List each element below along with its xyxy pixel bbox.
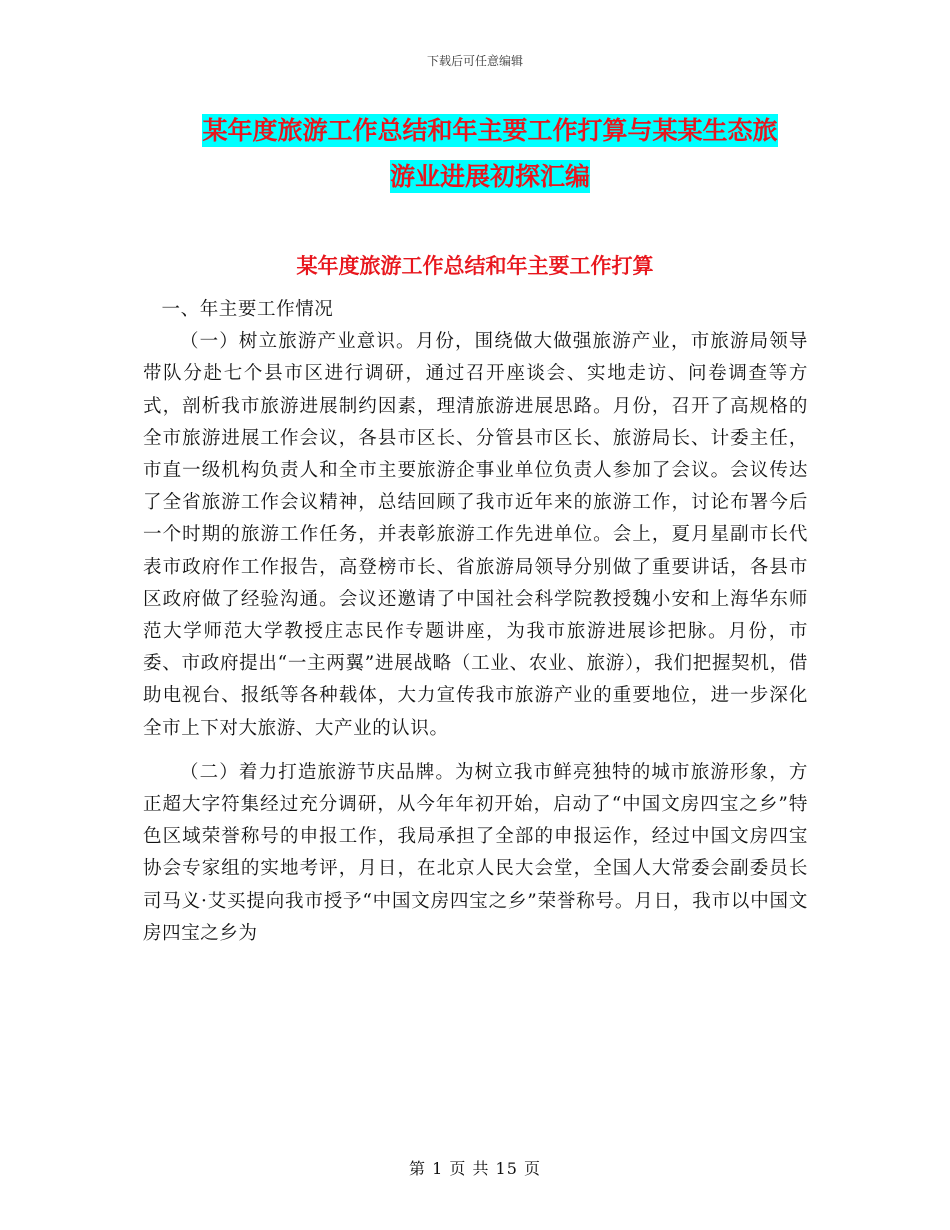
- document-body: [143, 294, 808, 950]
- paragraph: （一）树立旅游产业意识。月份，围绕做大做强旅游产业，市旅游局领导带队分赴七个县市区进行调研，通过召开座谈会、实地走访、问卷调查等方式，剖析我市旅游进展制约因素，理清旅游进展思路。月份，召开了高规格的全市旅游进展工作会议，各县市区长、分管县市区长、旅游局长、计委主任，市直一级机构负责人和全市主要旅游企事业单位负责人参加了会议。会议传达了全省旅游工作会议精神，总结回顾了我市近年来的旅游工作，讨论布署今后一个时期的旅游工作任务，并表彰旅游工作先进单位。会上，夏月星副市长代表市政府作工作报告，高登榜市长、省旅游局领导分别做了重要讲话，各县市区政府做了经验沟通。会议还邀请了中国社会科学院教授魏小安和上海华东师范大学师范大学教授庄志民作专题讲座，为我市旅游进展诊把脉。月份，市委、市政府提出“一主两翼”进展战略（工业、农业、旅游），我们把握契机，借助电视台、报纸等各种载体，大力宣传我市旅游产业的重要地位，进一步深化全市上下对大旅游、大产业的认识。: [143, 331, 808, 739]
- document-title-line2: 游业进展初探汇编: [389, 162, 590, 191]
- section-title: 某年度旅游工作总结和年主要工作打算: [296, 253, 654, 278]
- page-footer: 第 1 页 共 15 页: [409, 1159, 541, 1178]
- header-note: 下载后可任意编辑: [426, 54, 523, 68]
- document-title-line1: 某年度旅游工作总结和年主要工作打算与某某生态旅: [202, 116, 778, 145]
- paragraph: （二）着力打造旅游节庆品牌。为树立我市鲜亮独特的城市旅游形象，方正超大字符集经过充分调研，从今年年初开始，启动了“中国文房四宝之乡”特色区域荣誉称号的申报工作，我局承担了全部的申报运作，经过中国文房四宝协会专家组的实地考评，月日，在北京人民大会堂，全国人大常委会副委员长司马义·艾买提向我市授予“中国文房四宝之乡”荣誉称号。月日，我市以中国文房四宝之乡为: [143, 761, 808, 944]
- section-heading: 一、年主要工作情况: [161, 299, 334, 320]
- document-title: [140, 108, 840, 200]
